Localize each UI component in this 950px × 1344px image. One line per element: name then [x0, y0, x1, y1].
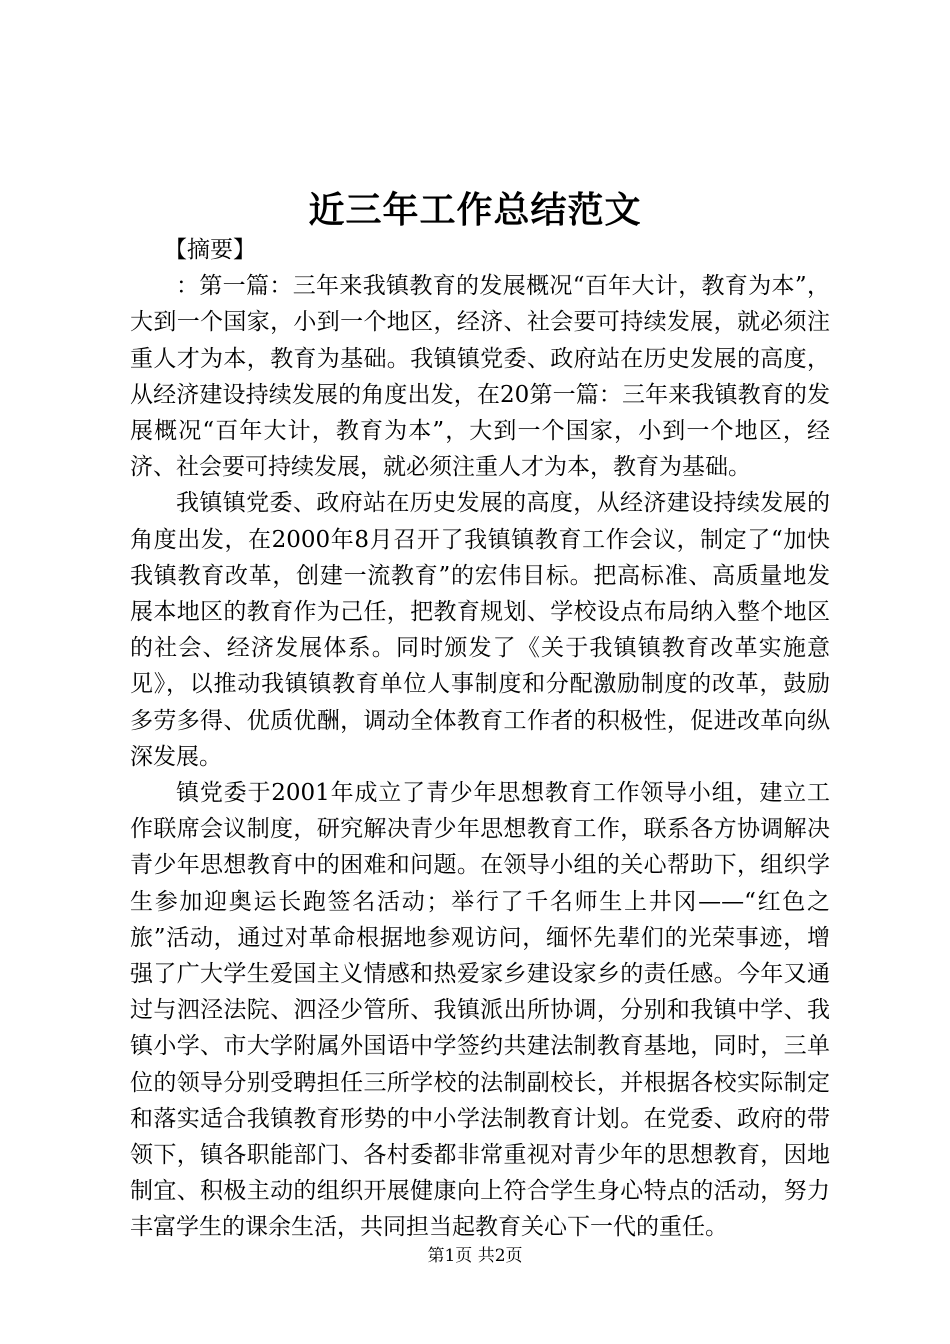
page-footer — [0, 1244, 950, 1268]
document-title: 近三年工作总结范文 — [308, 189, 642, 231]
paragraph-2: 我镇镇党委、政府站在历史发展的高度，从经济建设持续发展的角度出发，在2000年8月召开了我镇镇教育工作会议，制定了“加快我镇教育改革，创建一流教育”的宏伟目标。把高标准、高质量地发展本地区的教育作为己任，把教育规划、学校设点布局纳入整个地区的社会、经济发展体系。同时颁发了《关于我镇镇教育改革实施意见》，以推动我镇镇教育单位人事制度和分配激励制度的改革，鼓励多劳多得、优质优酬，调动全体教育工作者的积极性，促进改革向纵深发展。 — [130, 490, 830, 770]
page-number: 第1页 共2页 — [427, 1246, 523, 1266]
document-body — [130, 232, 830, 1246]
paragraph-3: 镇党委于2001年成立了青少年思想教育工作领导小组，建立工作联席会议制度，研究解决青少年思想教育工作，联系各方协调解决青少年思想教育中的困难和问题。在领导小组的关心帮助下，组织学生参加迎奥运长跑签名活动；举行了千名师生上井冈——“红色之旅”活动，通过对革命根据地参观访问，缅怀先辈们的光荣事迹，增强了广大学生爱国主义情感和热爱家乡建设家乡的责任感。今年又通过与泗泾法院、泗泾少管所、我镇派出所协调，分别和我镇中学、我镇小学、市大学附属外国语中学签约共建法制教育基地，同时，三单位的领导分别受聘担任三所学校的法制副校长，并根据各校实际制定和落实适合我镇教育形势的中小学法制教育计划。在党委、政府的带领下，镇各职能部门、各村委都非常重视对青少年的思想教育，因地制宜、积极主动的组织开展健康向上符合学生身心特点的活动，努力丰富学生的课余生活，共同担当起教育关心下一代的重任。 — [130, 780, 830, 1241]
paragraph-1: ：第一篇：三年来我镇教育的发展概况“百年大计，教育为本”，大到一个国家，小到一个地区，经济、社会要可持续发展，就必须注重人才为本，教育为基础。我镇镇党委、政府站在历史发展的高度，从经济建设持续发展的角度出发，在20第一篇：三年来我镇教育的发展概况“百年大计，教育为本”，大到一个国家，小到一个地区，经济、社会要可持续发展，就必须注重人才为本，教育为基础。 — [130, 273, 830, 481]
abstract-label: 【摘要】 — [164, 237, 256, 263]
